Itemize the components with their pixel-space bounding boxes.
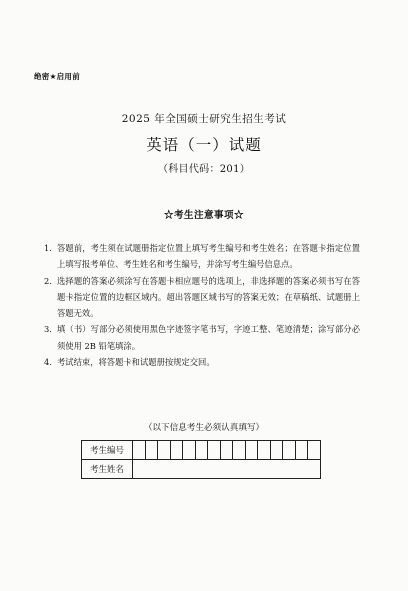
candidate-info-table xyxy=(81,440,321,479)
candidate-number-box[interactable] xyxy=(133,441,146,460)
candidate-number-box[interactable] xyxy=(258,441,271,460)
candidate-number-box[interactable] xyxy=(220,441,233,460)
notice-text: 答题前，考生须在试题册指定位置上填写考生编号和考生姓名；在答题卡指定位置上填写报考单位、考生姓名和考生编号，并涂写考生编号信息点。 xyxy=(57,243,360,270)
candidate-number-row xyxy=(82,441,321,460)
candidate-number-box[interactable] xyxy=(208,441,221,460)
candidate-number-box[interactable] xyxy=(170,441,183,460)
candidate-name-row xyxy=(82,460,321,479)
subject-title: 英语（一）试题 xyxy=(146,136,262,154)
notice-text: 考试结束，将答题卡和试题册按规定交回。 xyxy=(57,357,215,368)
candidate-name-field[interactable] xyxy=(133,460,321,479)
notice-number: 3. xyxy=(44,324,52,335)
notice-heading: ☆考生注意事项☆ xyxy=(163,210,244,221)
secret-label: 绝密★启用前 xyxy=(34,72,81,81)
notice-number: 4. xyxy=(44,357,52,368)
candidate-number-box[interactable] xyxy=(183,441,196,460)
notice-item xyxy=(44,273,360,322)
candidate-number-box[interactable] xyxy=(233,441,246,460)
notice-text: 选择题的答案必须涂写在答题卡相应题号的选项上，非选择题的答案必须书写在答题卡指定位置的边框区域内。超出答题区域书写的答案无效；在草稿纸、试题册上答题无效。 xyxy=(57,275,360,319)
candidate-number-box[interactable] xyxy=(245,441,258,460)
notice-number: 2. xyxy=(44,275,52,286)
exam-title: 2025 年全国硕士研究生招生考试 xyxy=(121,113,287,125)
fill-instruction: （以下信息考生必须认真填写） xyxy=(143,423,265,433)
candidate-number-box[interactable] xyxy=(308,441,321,460)
notice-text: 填（书）写部分必须使用黑色字迹签字笔书写，字迹工整、笔迹清楚；涂写部分必须使用 2B 铅笔填涂。 xyxy=(57,324,360,351)
candidate-number-box[interactable] xyxy=(158,441,171,460)
candidate-number-box[interactable] xyxy=(270,441,283,460)
candidate-name-label: 考生姓名 xyxy=(82,460,133,479)
notice-item xyxy=(44,354,360,370)
candidate-number-box[interactable] xyxy=(283,441,296,460)
candidate-number-box[interactable] xyxy=(295,441,308,460)
candidate-number-box[interactable] xyxy=(195,441,208,460)
candidate-number-box[interactable] xyxy=(145,441,158,460)
notice-list xyxy=(44,240,360,370)
subject-code: （科目代码：201） xyxy=(157,164,251,175)
notice-item xyxy=(44,321,360,354)
candidate-number-label: 考生编号 xyxy=(82,441,133,460)
notice-item xyxy=(44,240,360,273)
notice-number: 1. xyxy=(44,243,52,253)
